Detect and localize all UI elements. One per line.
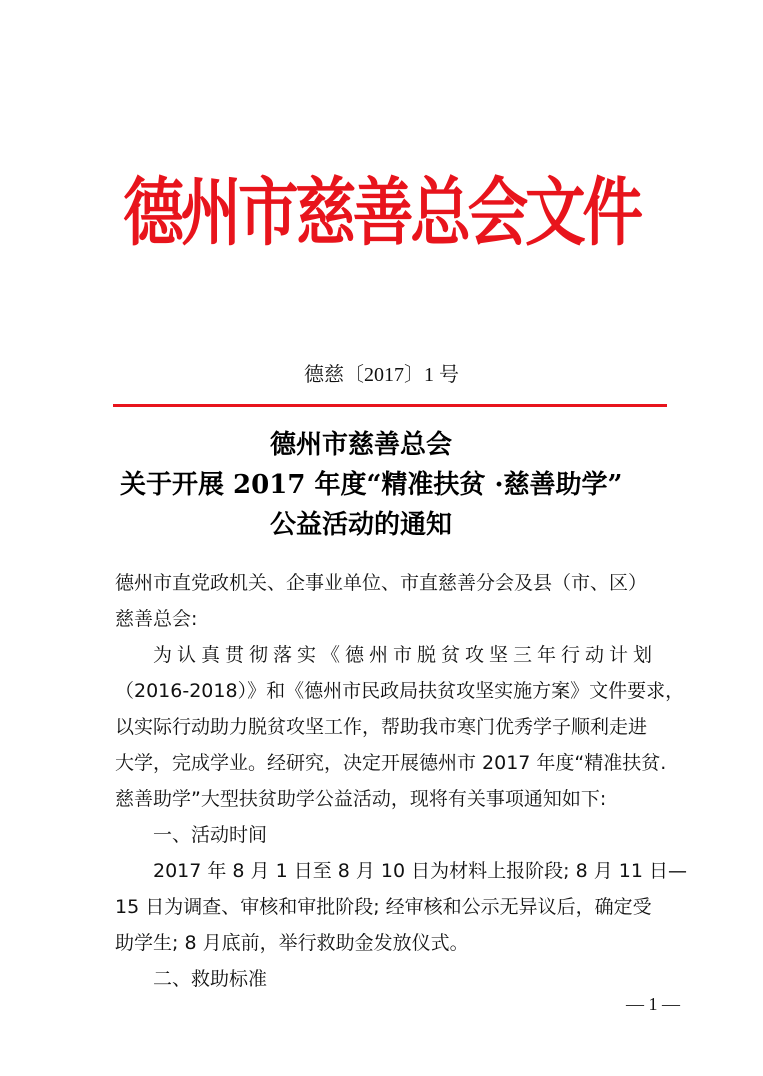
paragraph-1-line-1: 为认真贯彻落实《德州市脱贫攻坚三年行动计划 (153, 644, 658, 666)
section-1-line-3: 助学生; 8 月底前，举行救助金发放仪式。 (115, 932, 469, 954)
title-line-3: 公益活动的通知 (270, 510, 453, 540)
paragraph-1-line-3: 以实际行动助力脱贫攻坚工作，帮助我市寒门优秀学子顺利走进 (115, 716, 648, 738)
paragraph-1-line-4: 大学，完成学业。经研究，决定开展德州市 2017 年度“精准扶贫. (115, 752, 667, 774)
title-line-1: 德州市慈善总会 (270, 430, 453, 460)
section-1-line-2: 15 日为调查、审核和审批阶段; 经审核和公示无异议后，确定受 (115, 896, 652, 918)
paragraph-1-line-2: （2016-2018）》和《德州市民政局扶贫攻坚实施方案》文件要求， (115, 680, 685, 702)
section-1-line-1: 2017 年 8 月 1 日至 8 月 10 日为材料上报阶段; 8 月 11 日— (153, 860, 687, 882)
section-1-heading: 一、活动时间 (153, 824, 268, 846)
title-line-2: 关于开展 2017 年度“精准扶贫 ·慈善助学” (120, 470, 623, 500)
page-number: — 1 — (626, 994, 680, 1014)
paragraph-1-line-5: 慈善助学”大型扶贫助学公益活动，现将有关事项通知如下: (115, 788, 607, 810)
document-org-header: 德州市慈善总会文件 (123, 170, 640, 256)
notice-body (115, 565, 690, 997)
recipients-line-1: 德州市直党政机关、企事业单位、市直慈善分会及县（市、区） (115, 572, 648, 594)
document-number: 德慈〔2017〕1 号 (304, 364, 459, 386)
recipients-line-2: 慈善总会: (115, 608, 198, 630)
section-2-heading: 二、救助标准 (153, 968, 268, 990)
red-divider-line (113, 404, 667, 407)
